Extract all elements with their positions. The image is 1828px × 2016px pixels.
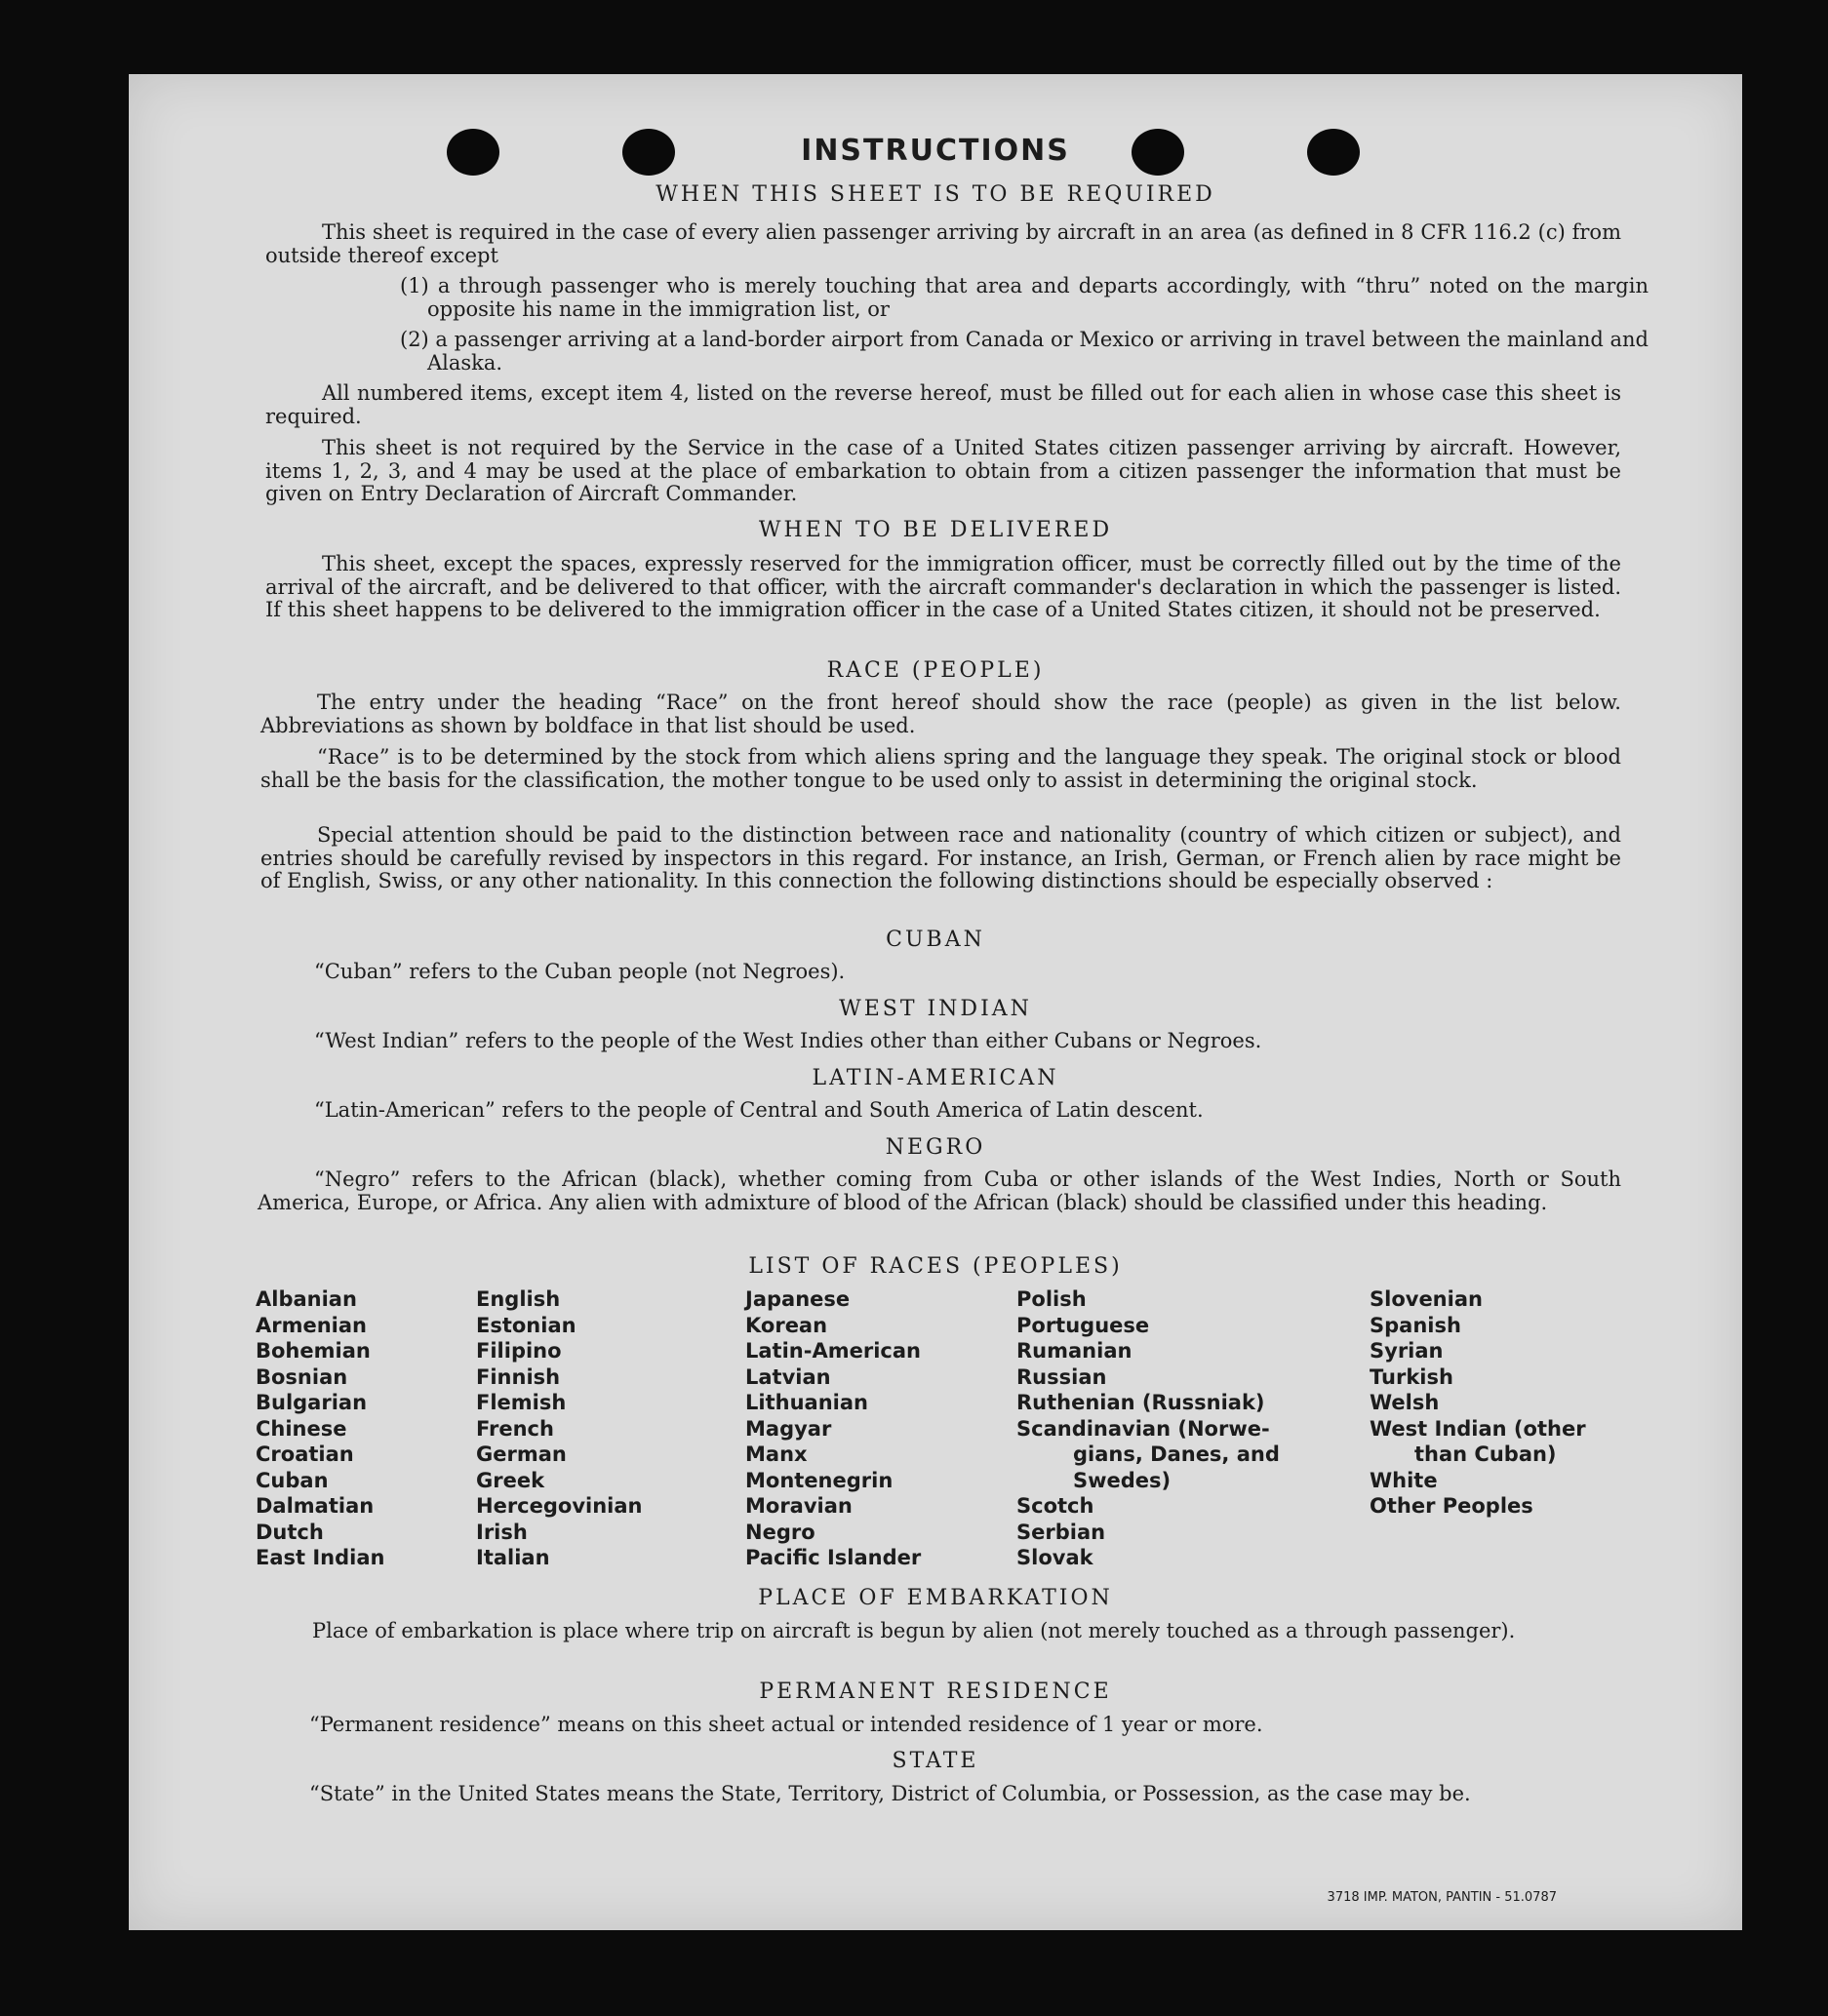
races-column (745, 1286, 921, 1571)
section-heading: WHEN TO BE DELIVERED (758, 518, 1113, 542)
race-item: Bulgarian (256, 1391, 368, 1414)
race-item: Turkish (1370, 1364, 1453, 1389)
race-item: English (476, 1287, 561, 1311)
section-heading: PERMANENT RESIDENCE (759, 1680, 1112, 1704)
paragraph: “Cuban” refers to the Cuban people (not Negroes). (314, 960, 846, 983)
race-item: French (476, 1416, 554, 1441)
race-item: East Indian (256, 1546, 385, 1569)
race-item: Chinese (256, 1416, 347, 1441)
document-sheet (129, 74, 1742, 1930)
paragraph: The entry under the heading “Race” on the front hereof should show the race (people) as given in the list below. Abbreviations as shown by boldface in that list should be used. (260, 691, 1621, 737)
printer-imprint: 3718 IMP. MATON, PANTIN - 51.0787 (1327, 1890, 1557, 1905)
paragraph: “Latin-American” refers to the people of Central and South America of Latin descent. (314, 1098, 1204, 1122)
race-item: Flemish (476, 1391, 567, 1414)
race-item: German (476, 1443, 567, 1466)
race-item: Portuguese (1016, 1313, 1150, 1337)
race-item: Cuban (256, 1468, 329, 1492)
race-item: White (1370, 1468, 1438, 1492)
paragraph: All numbered items, except item 4, listed on the reverse hereof, must be filled out for each alien in whose case this sheet is required. (265, 381, 1621, 428)
race-item: Montenegrin (745, 1468, 894, 1492)
race-item: Scandinavian (Norwe- (1016, 1416, 1270, 1441)
section-heading: PLACE OF EMBARKATION (758, 1586, 1113, 1610)
race-item: Italian (476, 1546, 550, 1569)
section-heading: CUBAN (886, 928, 985, 952)
race-item: Lithuanian (745, 1391, 868, 1414)
race-item: Albanian (256, 1287, 357, 1311)
race-item: Slovenian (1370, 1287, 1483, 1311)
race-item: Other Peoples (1370, 1494, 1533, 1518)
paragraph: Special attention should be paid to the distinction between race and nationality (country of which citizen or subject), and entries should be carefully revised by inspectors in this regard. For instance, an Irish, German, or French alien by race might be of English, Swiss, or any other nationality. In this connection the following distinctions should be especially observed : (260, 823, 1621, 892)
race-item: Korean (745, 1313, 828, 1337)
paragraph: This sheet, except the spaces, expressly reserved for the immigration officer, must be correctly filled out by the time of the arrival of the aircraft, and be delivered to that officer, with the aircraft commander's declaration in which the passenger is listed. If this sheet happens to be delivered to the immigration officer in the case of a United States citizen, it should not be preserved. (265, 552, 1621, 621)
paragraph: “Permanent residence” means on this sheet actual or intended residence of 1 year or more. (309, 1713, 1263, 1736)
races-column (256, 1286, 384, 1571)
race-item: Finnish (476, 1364, 561, 1389)
races-column (476, 1286, 642, 1571)
race-item: Bosnian (256, 1364, 348, 1389)
race-item: than Cuban) (1414, 1443, 1557, 1466)
race-item: Ruthenian (Russniak) (1016, 1391, 1265, 1414)
race-item: Polish (1016, 1287, 1087, 1311)
race-item: West Indian (other (1370, 1416, 1586, 1441)
paragraph: This sheet is required in the case of every alien passenger arriving by aircraft in an area (as defined in 8 CFR 116.2 (c) from outside thereof except (265, 220, 1621, 267)
race-item: Slovak (1016, 1546, 1093, 1569)
race-item: Swedes) (1073, 1468, 1172, 1492)
section-heading: WEST INDIAN (839, 997, 1032, 1021)
page-title: INSTRUCTIONS (801, 134, 1070, 168)
race-item: Syrian (1370, 1339, 1444, 1363)
section-heading: NEGRO (885, 1135, 986, 1160)
race-item: Croatian (256, 1443, 354, 1466)
section-heading: STATE (892, 1749, 979, 1773)
race-item: Dutch (256, 1520, 324, 1544)
race-item: Welsh (1370, 1391, 1440, 1414)
section-heading: RACE (PEOPLE) (826, 658, 1045, 683)
race-item: Filipino (476, 1339, 562, 1363)
paragraph: This sheet is not required by the Service in the case of a United States citizen passenger arriving by aircraft. However, items 1, 2, 3, and 4 may be used at the place of embarkation to obtain from a citizen passenger the information that must be given on Entry Declaration of Aircraft Commander. (265, 436, 1621, 505)
race-item: Pacific Islander (745, 1546, 922, 1569)
paragraph: “Negro” refers to the African (black), whether coming from Cuba or other islands of the West Indies, North or South America, Europe, or Africa. Any alien with admixture of blood of the African (black) should be classified under this heading. (258, 1167, 1621, 1214)
race-item: Rumanian (1016, 1339, 1133, 1363)
race-item: Manx (745, 1443, 808, 1466)
section-heading: LATIN-AMERICAN (812, 1066, 1059, 1090)
list-item: (2) a passenger arriving at a land-border airport from Canada or Mexico or arriving in travel between the mainland and Alaska. (400, 328, 1649, 375)
race-item: Greek (476, 1468, 545, 1492)
races-column (1016, 1286, 1280, 1571)
race-item: Latvian (745, 1364, 831, 1389)
paragraph: “State” in the United States means the State, Territory, District of Columbia, or Possession, as the case may be. (309, 1782, 1471, 1805)
race-item: gians, Danes, and (1073, 1443, 1280, 1466)
race-item: Armenian (256, 1313, 368, 1337)
section-heading: WHEN THIS SHEET IS TO BE REQUIRED (656, 182, 1215, 207)
race-item: Spanish (1370, 1313, 1461, 1337)
race-item: Russian (1016, 1364, 1107, 1389)
race-item: Hercegovinian (476, 1494, 643, 1518)
race-item: Dalmatian (256, 1494, 375, 1518)
race-item: Moravian (745, 1494, 853, 1518)
race-item: Negro (745, 1520, 815, 1544)
race-item: Magyar (745, 1416, 832, 1441)
paragraph: “West Indian” refers to the people of the West Indies other than either Cubans or Negroes. (314, 1029, 1262, 1052)
race-item: Estonian (476, 1313, 576, 1337)
race-item: Japanese (745, 1287, 851, 1311)
paragraph: Place of embarkation is place where trip on aircraft is begun by alien (not merely touched as a through passenger). (312, 1619, 1516, 1642)
race-item: Scotch (1016, 1494, 1094, 1518)
paragraph: “Race” is to be determined by the stock from which aliens spring and the language they speak. The original stock or blood shall be the basis for the classification, the mother tongue to be used only to assist in determining the original stock. (260, 745, 1621, 792)
race-item: Serbian (1016, 1520, 1106, 1544)
race-item: Irish (476, 1520, 528, 1544)
races-column (1370, 1286, 1586, 1520)
section-heading: LIST OF RACES (PEOPLES) (748, 1254, 1123, 1279)
list-item: (1) a through passenger who is merely touching that area and departs accordingly, with “thru” noted on the margin opposite his name in the immigration list, or (400, 274, 1649, 321)
race-item: Bohemian (256, 1339, 371, 1363)
race-item: Latin-American (745, 1339, 921, 1363)
